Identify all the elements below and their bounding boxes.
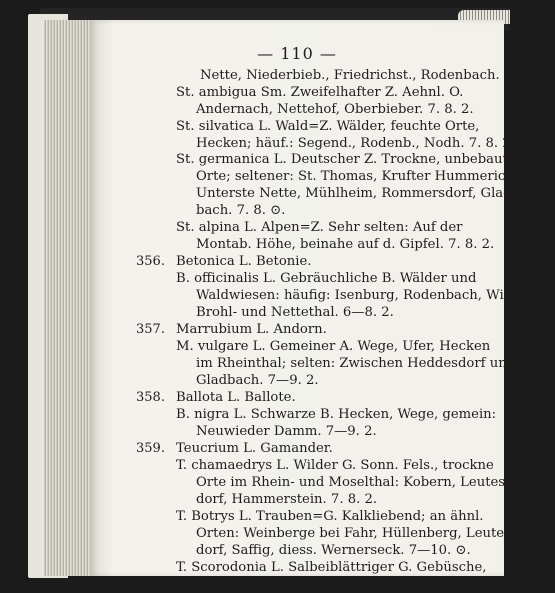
entry-number: 357. — [136, 322, 165, 337]
text-line: B. officinalis L. Gebräuchliche B. Wälder und — [176, 271, 477, 286]
text-line: Hecken; häuf.: Segend., Rodenb., Nodh. 7. 8. 2. — [196, 136, 515, 151]
entry-number: 359. — [136, 441, 165, 456]
text-line: Andernach, Nettehof, Oberbieber. 7. 8. 2. — [196, 102, 474, 117]
text-line: dorf, Saffig, diess. Wernerseck. 7—10. ⊙. — [196, 543, 471, 558]
text-line: M. vulgare L. Gemeiner A. Wege, Ufer, Hecken — [176, 339, 491, 354]
genus-heading: Betonica L. Betonie. — [176, 254, 312, 269]
text-line: Orte im Rhein- und Moselthal: Kobern, Leutes- — [196, 475, 510, 490]
text-line: St. germanica L. Deutscher Z. Trockne, unbebaute — [176, 152, 516, 167]
text-line: T. Botrys L. Trauben=G. Kalkliebend; an ähnl. — [176, 509, 484, 524]
text-line: Hecken, Waldränder, bes. im Gebirge: Melsbach, — [196, 577, 524, 592]
genus-heading: Ballota L. Ballote. — [176, 390, 296, 405]
text-line: Unterste Nette, Mühlheim, Rommersdorf, Gladbach. — [196, 186, 548, 201]
text-line: Neuwieder Damm. 7—9. 2. — [196, 424, 377, 439]
text-line: T. chamaedrys L. Wilder G. Sonn. Fels., trockne — [176, 458, 494, 473]
text-line: Gladbach. 7—9. 2. — [196, 373, 319, 388]
text-line: im Rheinthal; selten: Zwischen Heddesdorf und — [196, 356, 516, 371]
text-line: Orte; seltener: St. Thomas, Krufter Hummerich, — [196, 169, 518, 184]
text-line: Nette, Niederbieb., Friedrichst., Rodenbach. 6—8. 2. — [200, 68, 555, 83]
text-line: Waldwiesen: häufig: Isenburg, Rodenbach, Wied- — [196, 288, 525, 303]
text-line: Brohl- und Nettethal. 6—8. 2. — [196, 305, 394, 320]
text-line: B. nigra L. Schwarze B. Hecken, Wege, gemein: — [176, 407, 497, 422]
text-line: St. silvatica L. Wald=Z. Wälder, feuchte Orte, — [176, 119, 480, 134]
entry-number: 356. — [136, 254, 165, 269]
text-line: bach. 7. 8. ⊙. — [196, 203, 286, 218]
text-line: St. ambigua Sm. Zweifelhafter Z. Aehnl. O. — [176, 85, 464, 100]
text-line: T. Scorodonia L. Salbeiblättriger G. Gebüsche, — [176, 560, 487, 575]
page-stack-edges — [44, 20, 94, 576]
text-line: Montab. Höhe, beinahe auf d. Gipfel. 7. 8. 2. — [196, 237, 495, 252]
genus-heading: Marrubium L. Andorn. — [176, 322, 327, 337]
genus-heading: Teucrium L. Gamander. — [176, 441, 333, 456]
book-page — [90, 20, 555, 592]
text-line: Orten: Weinberge bei Fahr, Hüllenberg, Leutes- — [196, 526, 516, 541]
entry-number: 358. — [136, 390, 165, 405]
text-line: St. alpina L. Alpen=Z. Sehr selten: Auf der — [176, 220, 463, 235]
page-number: — 110 — — [257, 44, 337, 63]
text-line: dorf, Hammerstein. 7. 8. 2. — [196, 492, 378, 507]
